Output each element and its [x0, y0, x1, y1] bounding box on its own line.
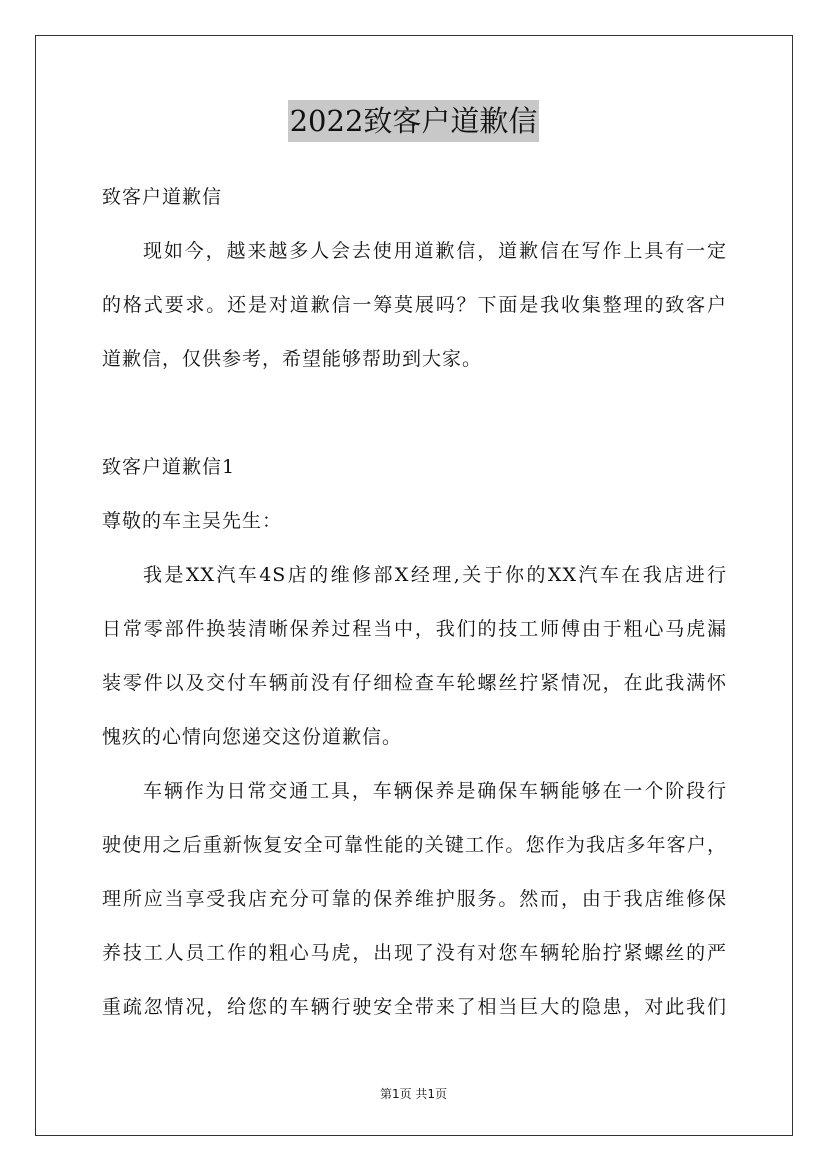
salutation: 尊敬的车主吴先生：	[102, 510, 283, 532]
paragraph-line: 理所应当享受我店充分可靠的保养维护服务。然而，由于我店维修保	[102, 888, 727, 910]
paragraph-line: 日常零部件换装清晰保养过程当中，我们的技工师傅由于粗心马虎漏	[102, 618, 727, 640]
paragraph-line: 道歉信，仅供参考，希望能够帮助到大家。	[102, 348, 483, 370]
document-title: 2022致客户道歉信	[288, 100, 540, 142]
page-footer: 第1页 共1页	[379, 1087, 448, 1101]
paragraph-line: 的格式要求。还是对道歉信一筹莫展吗？下面是我收集整理的致客户	[102, 294, 727, 316]
paragraph-line: 驶使用之后重新恢复安全可靠性能的关键工作。您作为我店多年客户，	[102, 834, 727, 856]
paragraph-line: 装零件以及交付车辆前没有仔细检查车轮螺丝拧紧情况，在此我满怀	[102, 672, 727, 694]
paragraph-line: 重疏忽情况，给您的车辆行驶安全带来了相当巨大的隐患，对此我们	[102, 996, 727, 1018]
document-title-wrap	[0, 100, 827, 142]
paragraph-line: 现如今，越来越多人会去使用道歉信，道歉信在写作上具有一定	[143, 240, 727, 262]
paragraph-line: 车辆作为日常交通工具，车辆保养是确保车辆能够在一个阶段行	[143, 780, 727, 802]
paragraph-line: 愧疚的心情向您递交这份道歉信。	[102, 726, 403, 748]
section-heading: 致客户道歉信	[102, 186, 223, 208]
paragraph-line: 养技工人员工作的粗心马虎，出现了没有对您车辆轮胎拧紧螺丝的严	[102, 942, 727, 964]
paragraph-line: 我是XX汽车4S店的维修部X经理,关于你的XX汽车在我店进行	[143, 564, 727, 586]
section-heading: 致客户道歉信1	[102, 456, 236, 478]
